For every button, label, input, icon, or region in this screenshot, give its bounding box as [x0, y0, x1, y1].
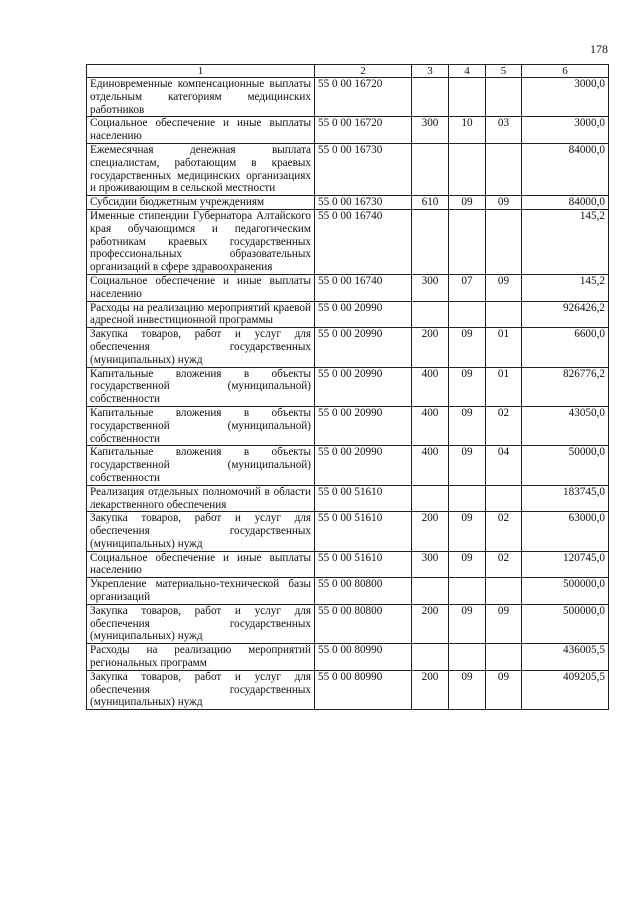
table-row [87, 644, 609, 671]
cell-sum: 50000,0 [522, 446, 609, 485]
cell-rz [449, 209, 486, 274]
cell-name: Именные стипендии Губернатора Алтайского края обучающимся и педагогическим работникам краевых государственных профессиональных образовательных организаций в сфере здравоохранения [87, 209, 315, 274]
table-row [87, 485, 609, 512]
cell-sum: 436005,5 [522, 644, 609, 671]
cell-code: 55 0 00 20990 [315, 367, 412, 406]
cell-name: Социальное обеспечение и иные выплаты населению [87, 117, 315, 144]
cell-pr [486, 644, 522, 671]
cell-sum: 3000,0 [522, 78, 609, 117]
cell-pr [486, 209, 522, 274]
cell-code: 55 0 00 80800 [315, 604, 412, 643]
cell-code: 55 0 00 51610 [315, 551, 412, 578]
cell-name: Закупка товаров, работ и услуг для обеспечения государственных (муниципальных) нужд [87, 670, 315, 709]
cell-sum: 3000,0 [522, 117, 609, 144]
header-row [87, 65, 609, 78]
cell-pr: 04 [486, 446, 522, 485]
cell-name: Закупка товаров, работ и услуг для обеспечения государственных (муниципальных) нужд [87, 604, 315, 643]
cell-vr: 610 [412, 196, 449, 210]
table-row [87, 117, 609, 144]
cell-vr: 200 [412, 328, 449, 367]
cell-code: 55 0 00 16720 [315, 117, 412, 144]
cell-code: 55 0 00 80800 [315, 578, 412, 605]
cell-vr [412, 209, 449, 274]
cell-code: 55 0 00 51610 [315, 485, 412, 512]
cell-sum: 6600,0 [522, 328, 609, 367]
cell-name: Закупка товаров, работ и услуг для обеспечения государственных (муниципальных) нужд [87, 328, 315, 367]
cell-name: Социальное обеспечение и иные выплаты населению [87, 551, 315, 578]
cell-vr [412, 485, 449, 512]
cell-rz [449, 301, 486, 328]
budget-table [86, 64, 609, 710]
cell-sum: 826776,2 [522, 367, 609, 406]
table-row [87, 367, 609, 406]
cell-pr: 09 [486, 274, 522, 301]
cell-vr [412, 301, 449, 328]
cell-code: 55 0 00 16740 [315, 209, 412, 274]
table-row [87, 196, 609, 210]
cell-sum: 183745,0 [522, 485, 609, 512]
cell-rz: 09 [449, 446, 486, 485]
cell-vr: 200 [412, 512, 449, 551]
cell-pr [486, 578, 522, 605]
cell-sum: 409205,5 [522, 670, 609, 709]
cell-rz: 09 [449, 328, 486, 367]
cell-pr: 09 [486, 670, 522, 709]
cell-sum: 120745,0 [522, 551, 609, 578]
cell-name: Социальное обеспечение и иные выплаты населению [87, 274, 315, 301]
cell-code: 55 0 00 16730 [315, 143, 412, 195]
cell-name: Закупка товаров, работ и услуг для обеспечения государственных (муниципальных) нужд [87, 512, 315, 551]
cell-name: Капитальные вложения в объекты государственной (муниципальной) собственности [87, 446, 315, 485]
cell-vr [412, 143, 449, 195]
cell-vr: 300 [412, 551, 449, 578]
table-row [87, 551, 609, 578]
cell-name: Ежемесячная денежная выплата специалистам, работающим в краевых государственных медицинских организациях и проживающим в сельской местности [87, 143, 315, 195]
table-row [87, 274, 609, 301]
cell-name: Единовременные компенсационные выплаты отдельным категориям медицинских работников [87, 78, 315, 117]
table-row [87, 670, 609, 709]
cell-pr [486, 143, 522, 195]
table-row [87, 446, 609, 485]
table-row [87, 328, 609, 367]
cell-pr [486, 485, 522, 512]
cell-pr: 09 [486, 196, 522, 210]
table-row [87, 301, 609, 328]
cell-rz: 09 [449, 551, 486, 578]
column-header-vr: 3 [412, 65, 449, 78]
cell-rz: 09 [449, 670, 486, 709]
cell-sum: 145,2 [522, 209, 609, 274]
cell-sum: 926426,2 [522, 301, 609, 328]
cell-vr [412, 78, 449, 117]
cell-rz [449, 578, 486, 605]
cell-code: 55 0 00 20990 [315, 328, 412, 367]
table-row [87, 209, 609, 274]
cell-pr [486, 301, 522, 328]
cell-vr: 200 [412, 670, 449, 709]
column-header-name: 1 [87, 65, 315, 78]
cell-rz: 09 [449, 406, 486, 445]
column-header-code: 2 [315, 65, 412, 78]
cell-sum: 145,2 [522, 274, 609, 301]
cell-sum: 43050,0 [522, 406, 609, 445]
cell-rz: 09 [449, 367, 486, 406]
page-number: 178 [590, 42, 608, 56]
column-header-sum: 6 [522, 65, 609, 78]
cell-vr: 400 [412, 367, 449, 406]
cell-vr: 300 [412, 117, 449, 144]
cell-name: Укрепление материально-технической базы организаций [87, 578, 315, 605]
cell-name: Реализация отдельных полномочий в области лекарственного обеспечения [87, 485, 315, 512]
cell-pr: 02 [486, 551, 522, 578]
table-row [87, 143, 609, 195]
table-row [87, 78, 609, 117]
cell-rz [449, 143, 486, 195]
cell-name: Субсидии бюджетным учреждениям [87, 196, 315, 210]
cell-sum: 500000,0 [522, 578, 609, 605]
cell-code: 55 0 00 20990 [315, 446, 412, 485]
cell-code: 55 0 00 20990 [315, 301, 412, 328]
cell-sum: 63000,0 [522, 512, 609, 551]
cell-sum: 500000,0 [522, 604, 609, 643]
cell-rz: 09 [449, 196, 486, 210]
cell-rz [449, 644, 486, 671]
cell-sum: 84000,0 [522, 196, 609, 210]
cell-vr: 300 [412, 274, 449, 301]
cell-pr: 01 [486, 367, 522, 406]
cell-pr: 02 [486, 406, 522, 445]
cell-code: 55 0 00 16740 [315, 274, 412, 301]
cell-name: Расходы на реализацию мероприятий региональных программ [87, 644, 315, 671]
cell-pr: 03 [486, 117, 522, 144]
cell-vr: 400 [412, 406, 449, 445]
column-header-rz: 4 [449, 65, 486, 78]
table-row [87, 604, 609, 643]
cell-rz: 07 [449, 274, 486, 301]
cell-rz [449, 485, 486, 512]
cell-rz: 09 [449, 512, 486, 551]
cell-code: 55 0 00 16730 [315, 196, 412, 210]
column-header-pr: 5 [486, 65, 522, 78]
cell-vr: 200 [412, 604, 449, 643]
table-row [87, 512, 609, 551]
cell-code: 55 0 00 16720 [315, 78, 412, 117]
cell-pr: 02 [486, 512, 522, 551]
cell-rz [449, 78, 486, 117]
cell-rz: 09 [449, 604, 486, 643]
table-row [87, 578, 609, 605]
table-body [87, 78, 609, 710]
cell-pr: 09 [486, 604, 522, 643]
cell-rz: 10 [449, 117, 486, 144]
cell-code: 55 0 00 51610 [315, 512, 412, 551]
cell-vr [412, 644, 449, 671]
cell-name: Расходы на реализацию мероприятий краевой адресной инвестиционной программы [87, 301, 315, 328]
cell-pr [486, 78, 522, 117]
table-row [87, 406, 609, 445]
cell-code: 55 0 00 20990 [315, 406, 412, 445]
cell-sum: 84000,0 [522, 143, 609, 195]
cell-code: 55 0 00 80990 [315, 670, 412, 709]
cell-code: 55 0 00 80990 [315, 644, 412, 671]
cell-vr: 400 [412, 446, 449, 485]
cell-name: Капитальные вложения в объекты государственной (муниципальной) собственности [87, 367, 315, 406]
cell-pr: 01 [486, 328, 522, 367]
cell-vr [412, 578, 449, 605]
cell-name: Капитальные вложения в объекты государственной (муниципальной) собственности [87, 406, 315, 445]
